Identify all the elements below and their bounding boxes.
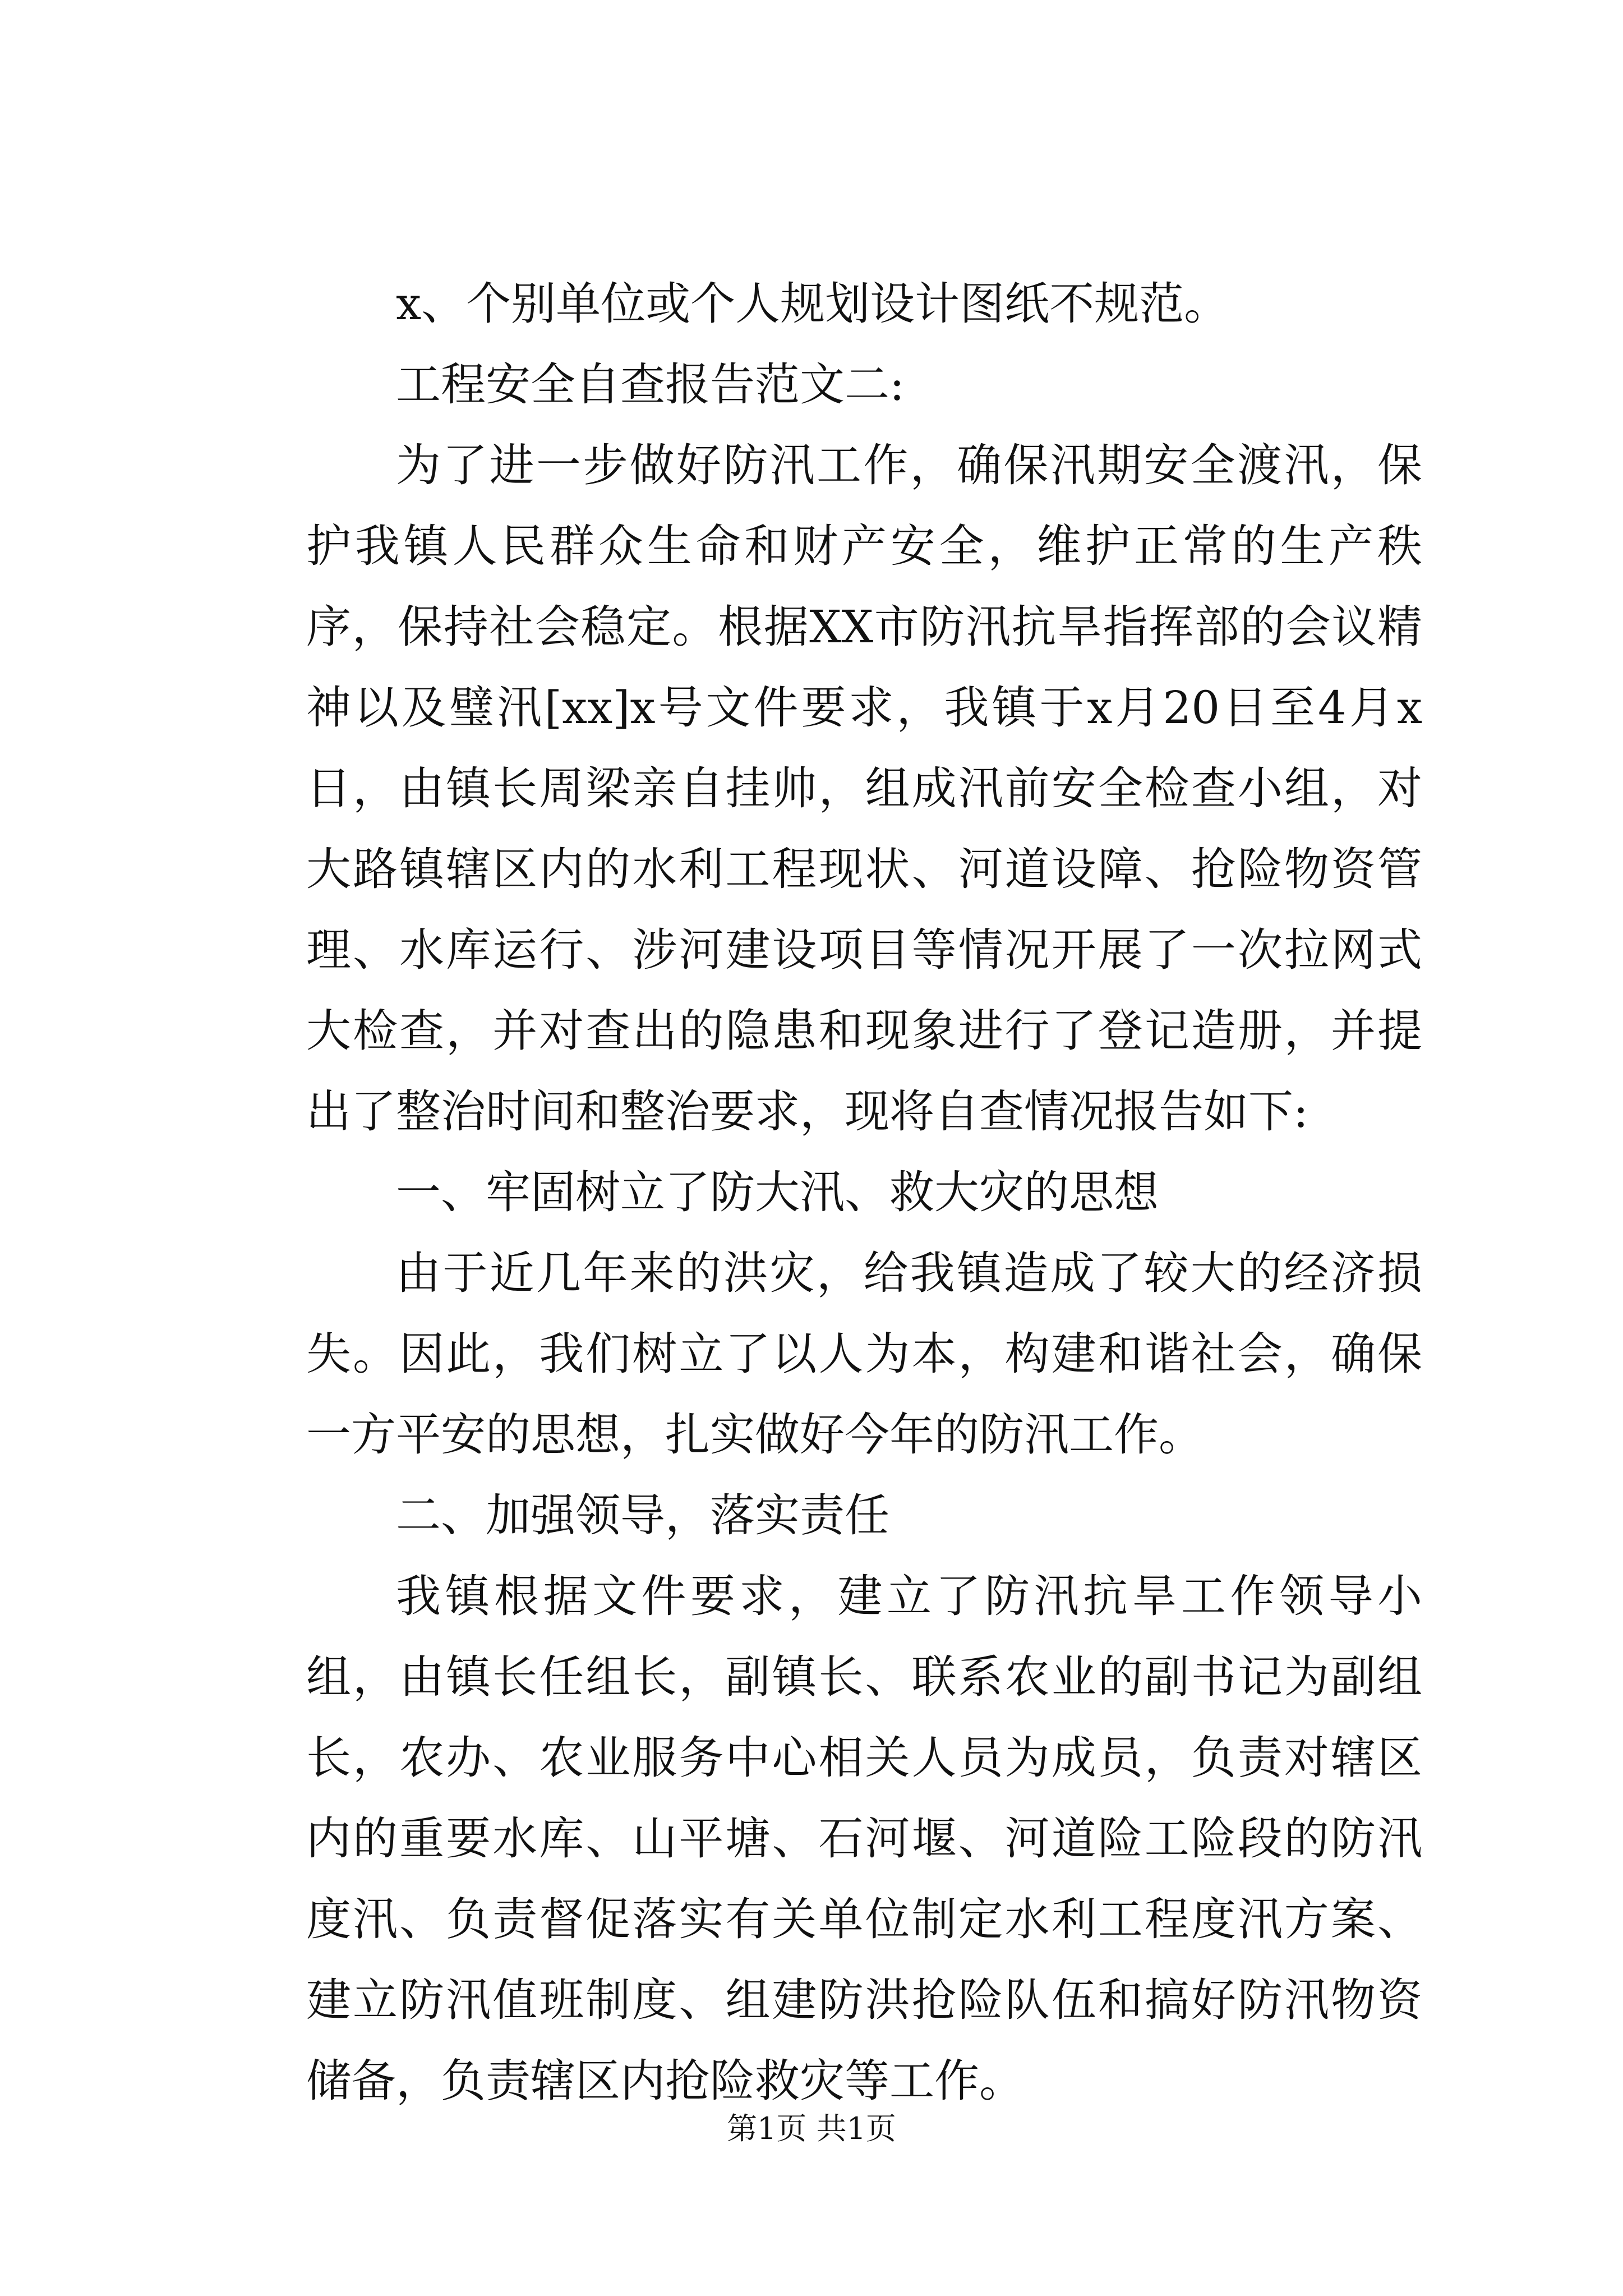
paragraph-7: 我镇根据文件要求，建立了防汛抗旱工作领导小组，由镇长任组长，副镇长、联系农业的副书记为副组长，农办、农业服务中心相关人员为成员，负责对辖区内的重要水库、山平塘、石河堰、河道险工险段的防汛度汛、负责督促落实有关单位制定水利工程度汛方案、建立防汛值班制度、组建防洪抢险队伍和搞好防汛物资储备，负责辖区内抢险救灾等工作。	[306, 1570, 1422, 2107]
section-heading-1: 一、牢固树立了防大汛、救大灾的思想	[396, 1166, 1159, 1218]
page-footer: 第1页 共1页	[727, 2111, 896, 2146]
paragraph-3: 为了进一步做好防汛工作，确保汛期安全渡汛，保护我镇人民群众生命和财产安全，维护正常的生产秩序，保持社会稳定。根据XX市防汛抗旱指挥部的会议精神以及璧汛[xx]x号文件要求，我镇于x月20日至4月x日，由镇长周梁亲自挂帅，组成汛前安全检查小组，对大路镇辖区内的水利工程现状、河道设障、抢险物资管理、水库运行、涉河建设项目等情况开展了一次拉网式大检查，并对查出的隐患和现象进行了登记造册，并提出了整治时间和整治要求，现将自查情况报告如下:	[306, 439, 1422, 1138]
section-heading-2: 二、加强领导，落实责任	[396, 1489, 889, 1542]
paragraph-1: x、个别单位或个人规划设计图纸不规范。	[396, 278, 1229, 330]
paragraph-5: 由于近几年来的洪灾，给我镇造成了较大的经济损失。因此，我们树立了以人为本，构建和谐社会，确保一方平安的思想，扎实做好今年的防汛工作。	[306, 1247, 1422, 1461]
document-body	[306, 264, 1422, 2122]
paragraph-2: 工程安全自查报告范文二:	[396, 358, 905, 411]
